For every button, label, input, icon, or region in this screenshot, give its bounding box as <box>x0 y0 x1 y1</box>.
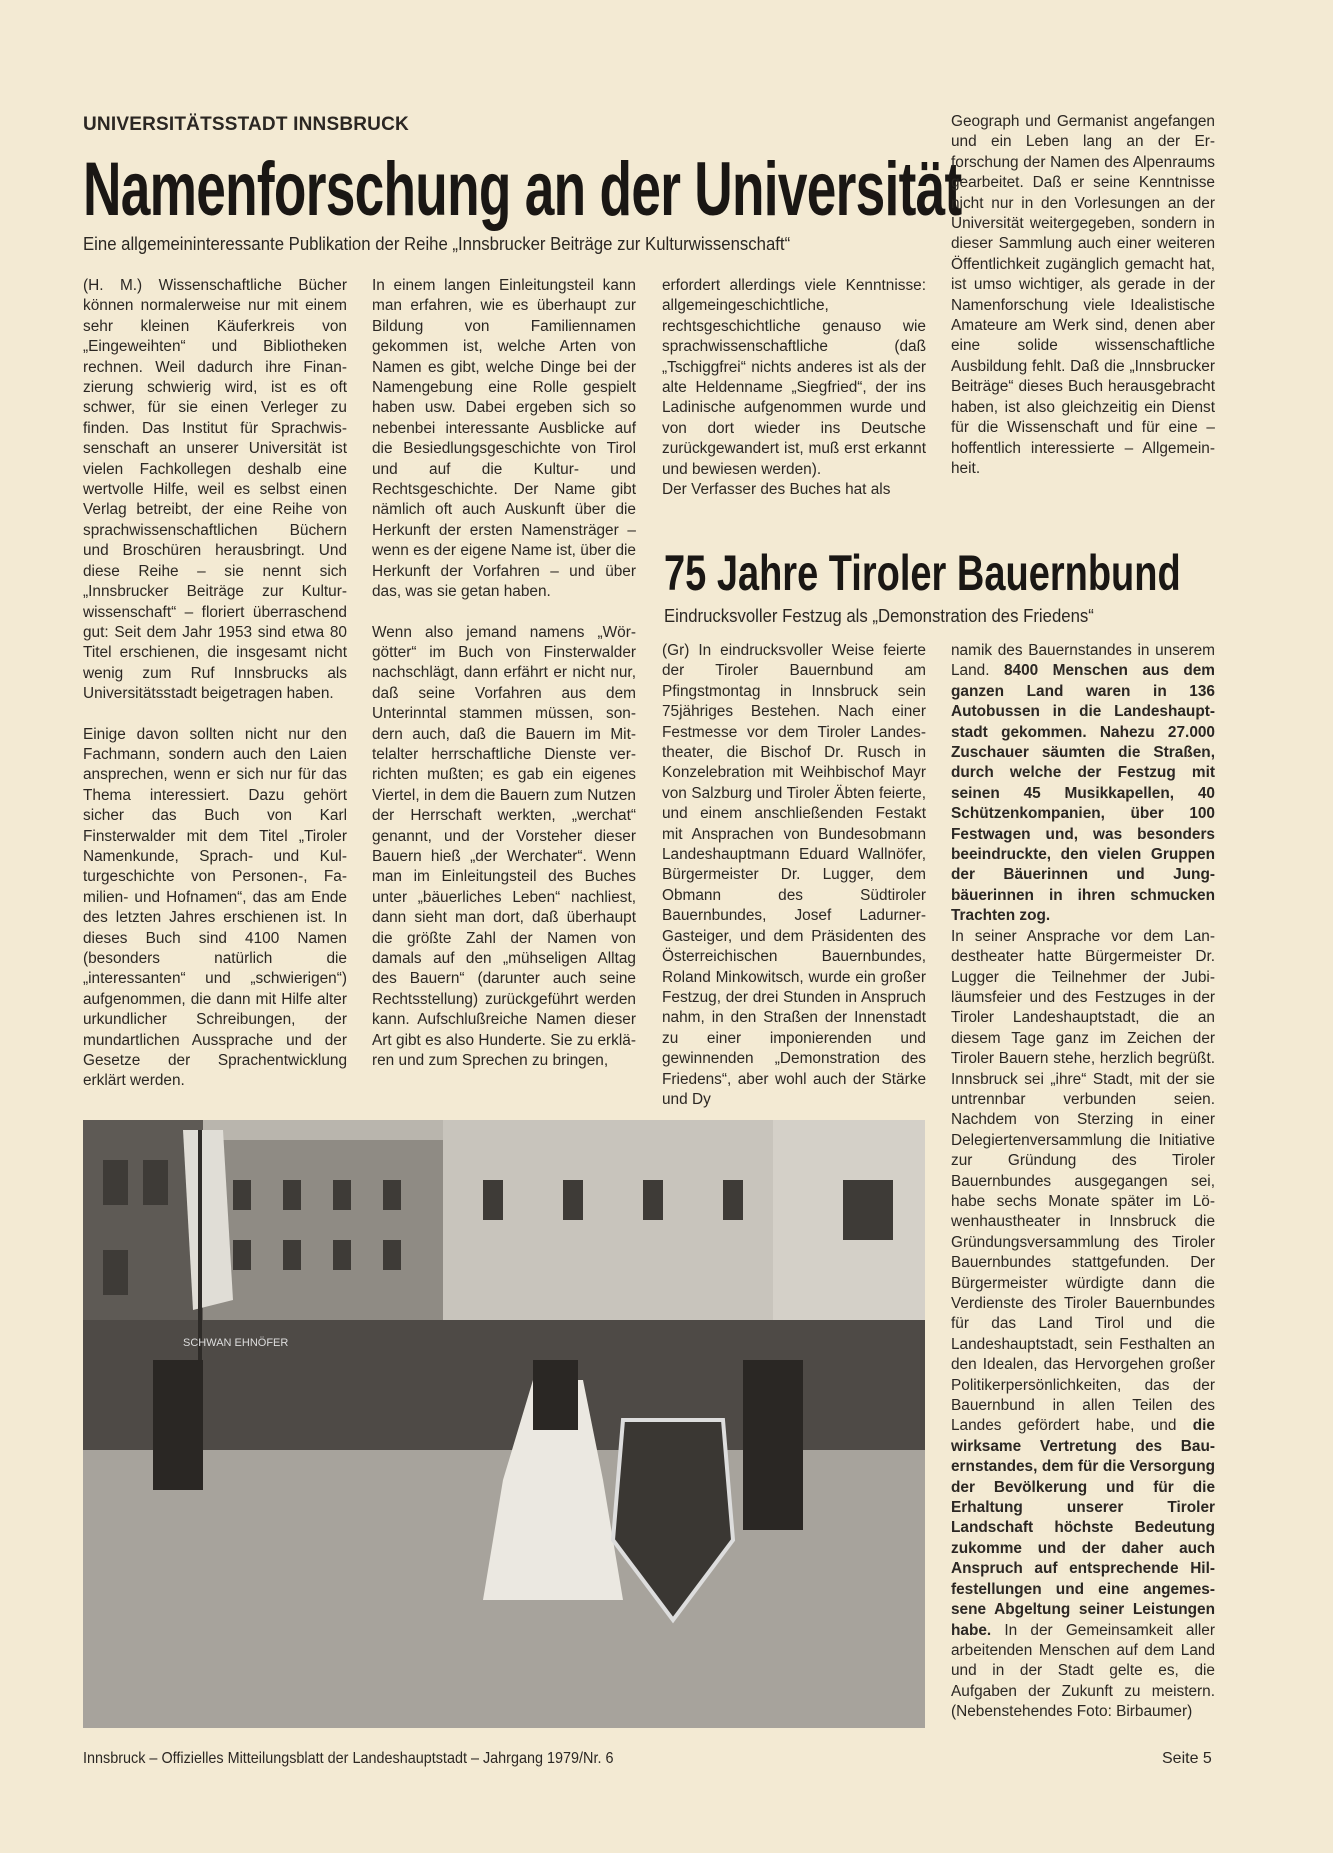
bold-text-run: die wirksame Vertretung des Bauernstandes, dem für die Versorgung der Bevölkerung und für die Erhaltung unserer Tiroler Landschaft höchste Bedeutung zukomme und der daher auch Anspruch auf entsprechende Hilfestellungen und eine angemessene Abgeltung seiner Leistungen habe. <box>951 1417 1215 1639</box>
paragraph <box>951 927 1215 1723</box>
footer-publication: Innsbruck – Offizielles Mitteilungsblatt der Landeshauptstadt – Jahrgang 1979/Nr. 6 <box>83 1750 614 1767</box>
article2-column-1 <box>662 641 926 1110</box>
article1-column-2 <box>372 276 636 1071</box>
article-subheadline: Eine allgemeininteressante Publikation der Reihe „Innsbrucker Beiträge zur Kulturwissenschaft“ <box>83 234 791 254</box>
article2-column-2 <box>951 641 1215 1723</box>
paragraph: In einem langen Einleitungsteil kann man erfahren, wie es überhaupt zur Bildung von Familiennamen gekommen ist, welche Arten von Namen es gibt, welche Dinge bei der Namengebung eine Rolle gespielt haben usw. Dabei ergeben sich so nebenbei interessante Ausblicke auf die Besiedlungsgeschichte von Tirol und auf die Kultur- und Rechtsgeschichte. Der Name gibt nämlich oft auch Auskunft über die Herkunft der ersten Namensträger – wenn es der eigene Name ist, über die Herkunft der Vorfahren – und über das, was sie getan haben. <box>372 277 636 601</box>
page-number: Seite 5 <box>1162 1750 1212 1767</box>
article2-headline: 75 Jahre Tiroler Bauernbund <box>664 545 1181 601</box>
paragraph: erfordert allerdings viele Kenntnisse: allgemeingeschichtliche, rechtsgeschichtliche genauso wie sprachwissenschaftliche (daß „Tschiggfrei“ nichts anderes ist als der alte Heldenname „Siegfried“, der ins Ladinische aufgenommen wurde und von dort wieder ins Deutsche zurückgewandert ist, muß erst erkannt und bewiesen werden). <box>662 277 926 478</box>
section-kicker: UNIVERSITÄTSSTADT INNSBRUCK <box>83 114 409 135</box>
text-run: In seiner Ansprache vor dem Landestheater hatte Bürgermeister Dr. Lugger die Teilnehmer der Jubiläumsfeier und des Festzuges in der Tiroler Landeshauptstadt, die an diesem Tage ganz im Zeichen der Tiroler Bauern stehe, herzlich begrüßt. Innsbruck sei „ihre“ Stadt, mit der sie untrennbar verbunden seien. Nachdem von Sterzing in einer Delegiertenversammlung die Initiative zur Gründung des Tiroler Bauernbundes ausgegangen sei, habe sechs Monate später im Löwenhaustheater in Innsbruck die Gründungsversammlung des Tiroler Bauernbundes stattgefunden. Der Bürgermeister würdigte dann die Verdienste des Tiroler Bauernbundes für das Land Tirol und die Landeshauptstadt, sein Festhalten an den Idealen, das Hervorgehen großer Politikerpersönlichkeiten, das der Bauernbund in allen Teilen des Landes gefördert habe, und <box>951 927 1215 1435</box>
paragraph: Der Verfasser des Buches hat als <box>662 481 891 499</box>
text-run: In der Gemeinsamkeit aller arbeitenden Menschen auf dem Land und in der Stadt gelte es, die Aufgaben der Zukunft zu meistern. (Nebenstehendes Foto: Birbaumer) <box>951 1621 1215 1721</box>
bold-text-run: 8400 Menschen aus dem ganzen Land waren in 136 Autobussen in die Landeshauptstadt gekommen. Nahezu 27.000 Zuschauer säumten die Straßen, durch welche der Festzug mit seinen 45 Musikkapellen, 40 Schützenkompanien, über 100 Festwagen und, was besonders beeindruckte, den vielen Gruppen der Bäuerinnen und Jungbäuerinnen in ihren schmucken Trachten zog. <box>951 662 1215 925</box>
paragraph: (H. M.) Wissenschaftliche Bücher können normalerweise nur mit einem sehr kleinen Käuferkreis von „Eingeweihten“ und Bibliotheken rechnen. Weil dadurch ihre Finanzierung schwierig wird, ist es oft schwer, für sie einen Verleger zu finden. Das Institut für Sprachwissenschaft an unserer Universität ist vielen Fachkollegen deshalb eine wertvolle Hilfe, weil es selbst einen Verlag betreibt, der eine Reihe von sprachwissenschaftlichen Büchern und Broschüren herausbringt. Und diese Reihe – sie nennt sich „Innsbrucker Beiträge zur Kulturwissenschaft“ – floriert überraschend gut: Seit dem Jahr 1953 sind etwa 80 Titel erschienen, die insgesamt nicht wenig zum Ruf Innsbrucks als Universitätsstadt beigetragen haben. <box>83 277 347 703</box>
paragraph: (Gr) In eindrucksvoller Weise feierte der Tiroler Bauernbund am Pfingstmontag in Innsbruck sein 75jähriges Bestehen. Nach einer Festmesse vor dem Tiroler Landestheater, die Bischof Dr. Rusch in Konzelebration mit Weihbischof Mayr von Salzburg und Tiroler Äbten feierte, und einem anschließenden Festakt mit Ansprachen von Bundesobmann Landeshauptmann Eduard Wallnöfer, Bürgermeister Dr. Lugger, dem Obmann des Südtiroler Bauernbundes, Josef Ladurner-Gasteiger, und dem Präsidenten des Österreichischen Bauernbundes, Roland Minkowitsch, wurde ein großer Festzug, der drei Stunden in Anspruch nahm, in den Straßen der Innenstadt zu einer imponierenden und gewinnenden „Demonstration des Friedens“, aber wohl auch der Stärke und Dy <box>662 642 926 1108</box>
paragraph <box>951 641 1215 927</box>
parade-photo <box>83 1120 925 1728</box>
shop-sign-text: SCHWAN EHNÖFER <box>183 1337 289 1349</box>
text-run: namik des Bauernstandes in unserem Land. <box>951 642 1215 680</box>
article1-column-4 <box>951 112 1215 479</box>
paragraph: Einige davon sollten nicht nur den Fachmann, sondern auch den Laien ansprechen, wenn er sich nur für das Thema interessiert. Dazu gehört sicher das Buch von Karl Finsterwalder mit dem Titel „Tiroler Namenkunde, Sprach- und Kulturgeschichte von Personen-, Familien- und Hofnamen“, das am Ende des letzten Jahres erschienen ist. In dieses Buch sind 4100 Namen (besonders natürlich die „interessanten“ und „schwierigen“) aufgenommen, die dann mit Hilfe alter urkundlicher Schreibungen, der mundartlichen Aussprache und der Gesetze der Sprachentwicklung erklärt werden. <box>83 725 347 1090</box>
article1-column-3 <box>662 276 926 500</box>
article-headline: Namenforschung an der Universität <box>83 147 962 232</box>
paragraph: Wenn also jemand namens „Wörgötter“ im Buch von Finsterwalder nachschlägt, dann erfährt er nicht nur, daß seine Vorfahren aus dem Unterinntal stammen müssen, sondern auch, daß die Bauern im Mittelalter herrschaftliche Dienste verrichten mußten; es gab ein eigenes Viertel, in dem die Bauern zum Nutzen der Herrschaft werkten, „werchat“ genannt, und der Vorsteher dieser Bauern hieß „der Werchater“. Wenn man im Einleitungsteil des Buches unter „bäuerliches Leben“ nachliest, dann sieht man dort, daß überhaupt die größte Zahl der Namen von damals auf den „mühseligen Alltag des Bauern“ (darunter auch seine Rechtsstellung) zurückgeführt werden kann. Aufschlußreiche Namen dieser Art gibt es also Hunderte. Sie zu erklären und zum Sprechen zu bringen, <box>372 623 636 1070</box>
article2-subheadline: Eindrucksvoller Festzug als „Demonstration des Friedens“ <box>664 606 1094 626</box>
article1-column-1 <box>83 276 347 1092</box>
paragraph: Geograph und Germanist angefangen und ein Leben lang an der Erforschung der Namen des Alpenraums gearbeitet. Daß er seine Kenntnisse nicht nur in den Vorlesungen an der Universität weitergegeben, sondern in dieser Sammlung auch einer weiteren Öffentlichkeit zugänglich gemacht hat, ist umso wichtiger, als gerade in der Namenforschung viele Idealistische Amateure am Werk sind, denen aber eine solide wissenschaftliche Ausbildung fehlt. Daß die „Innsbrucker Beiträge“ dieses Buch herausgebracht haben, ist also gleichzeitig ein Dienst für die Wissenschaft und für eine – hoffentlich interessierte – Allgemeinheit. <box>951 113 1215 477</box>
parade-photo-illustration <box>83 1120 925 1728</box>
